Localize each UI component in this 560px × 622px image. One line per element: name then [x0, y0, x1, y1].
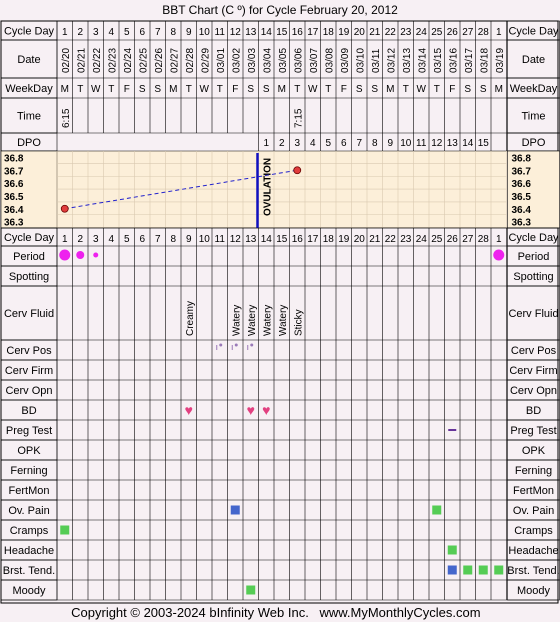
- date-label: 03/12: [386, 47, 398, 73]
- dpo-label: 11: [416, 138, 427, 149]
- weekday-label: T: [77, 84, 84, 95]
- cycle-day-number: 8: [170, 27, 177, 38]
- weekday-label: S: [154, 84, 162, 95]
- weekday-label: W: [199, 84, 209, 95]
- cycle-day-number-bottom: 11: [214, 234, 225, 245]
- bd-heart-icon: ♥: [184, 402, 193, 418]
- date-label: 03/09: [339, 47, 351, 73]
- dpo-label: 4: [309, 138, 316, 149]
- weekday-label: T: [294, 84, 301, 95]
- cycle-day-number: 1: [61, 27, 68, 38]
- dpo-label: 8: [371, 138, 378, 149]
- date-label: 02/20: [60, 47, 72, 73]
- weekday-label: T: [216, 84, 223, 95]
- cycle-day-number: 22: [384, 27, 396, 38]
- date-label: 03/14: [417, 47, 429, 73]
- cycle-day-number-bottom: 26: [446, 234, 458, 245]
- dpo-label: 5: [325, 138, 332, 149]
- row-cerv_pos-label-left: Cerv Pos: [6, 345, 52, 357]
- row-period-label-left: Period: [13, 251, 45, 263]
- cycle-day-number: 20: [353, 27, 365, 38]
- cycle-day-number-bottom: 7: [154, 234, 161, 245]
- cycle-day-number: 11: [214, 27, 225, 38]
- period-dot: [493, 250, 504, 261]
- row-opk-label-right: OPK: [521, 445, 546, 457]
- cycle-day-number: 5: [123, 27, 130, 38]
- dpo-label-right: DPO: [521, 137, 546, 149]
- weekday-label-right: WeekDay: [509, 83, 558, 95]
- row-moody-label-left: Moody: [12, 585, 46, 597]
- temp-area-background: [57, 151, 507, 228]
- date-label: 03/19: [494, 47, 506, 73]
- temp-tick-right: 36.5: [511, 191, 531, 203]
- cycle-day-number-bottom: 6: [139, 234, 146, 245]
- weekday-label: M: [494, 84, 503, 95]
- dpo-label: 6: [340, 138, 347, 149]
- cycle-day-number: 1: [495, 27, 502, 38]
- cycle-day-number-bottom: 27: [462, 234, 474, 245]
- date-label: 02/22: [91, 47, 103, 73]
- brst-tend-marker: [494, 566, 503, 575]
- dpo-label: 15: [477, 138, 489, 149]
- row-bd-label-right: BD: [525, 405, 542, 417]
- cycle-day-number: 23: [400, 27, 412, 38]
- cycle-day-number: 27: [462, 27, 474, 38]
- weekday-label: S: [247, 84, 255, 95]
- cycle-day-number-bottom: 14: [260, 234, 272, 245]
- weekday-label: F: [340, 84, 347, 95]
- date-label: 03/07: [308, 47, 320, 73]
- row-ferning-label-left: Ferning: [10, 465, 48, 477]
- row-cerv_firm-label-left: Cerv Firm: [4, 365, 54, 377]
- weekday-label: S: [262, 84, 270, 95]
- weekday-label: S: [371, 84, 379, 95]
- dpo-label: 10: [400, 138, 412, 149]
- cycle-day-number-bottom: 19: [338, 234, 350, 245]
- ov-pain-marker: [432, 506, 441, 515]
- dpo-label-left: DPO: [17, 137, 41, 149]
- cerv-fluid-text: Sticky: [293, 309, 305, 336]
- cycle-day-number: 2: [77, 27, 84, 38]
- cycle-day-number-bottom: 10: [198, 234, 210, 245]
- weekday-label: S: [138, 84, 146, 95]
- date-label: 03/18: [479, 47, 491, 73]
- cycle-day-number: 19: [338, 27, 350, 38]
- time-label: 6:15: [60, 108, 72, 128]
- cerv-pos-dot: [219, 344, 222, 347]
- cramps-marker: [60, 526, 69, 535]
- cycle-day-number: 18: [322, 27, 334, 38]
- dpo-label: 7: [356, 138, 363, 149]
- date-label: 03/11: [370, 48, 382, 73]
- row-brst_tend-label-left: Brst. Tend.: [2, 565, 56, 577]
- cycle-day-number: 25: [431, 27, 443, 38]
- cycle-day-number: 13: [245, 27, 257, 38]
- cycle-day-number-bottom: 28: [477, 234, 489, 245]
- cycle-day-number-bottom: 17: [307, 234, 319, 245]
- cycle-day-number: 10: [198, 27, 210, 38]
- cycle-day-number: 26: [446, 27, 458, 38]
- dpo-label: 1: [263, 138, 270, 149]
- weekday-label: S: [479, 84, 487, 95]
- cycle-day-label-right: Cycle Day: [508, 25, 559, 38]
- cycle-day-number-bottom: 25: [431, 234, 443, 245]
- cycle-day-number-bottom: 12: [229, 234, 241, 245]
- weekday-label: T: [433, 84, 440, 95]
- cycle-day-number-bottom: 15: [276, 234, 288, 245]
- row-preg_test-label-right: Preg Test: [510, 425, 557, 437]
- dpo-label: 2: [278, 138, 285, 149]
- row-opk-label-left: OPK: [17, 445, 41, 457]
- row-headache-label-right: Headache: [508, 545, 559, 557]
- temp-tick-left: 36.5: [4, 191, 24, 203]
- cycle-day-number-bottom: 21: [369, 234, 381, 245]
- cycle-day-number: 14: [260, 27, 272, 38]
- row-cerv_opn-label-right: Cerv Opn: [509, 385, 558, 397]
- temp-tick-right: 36.4: [511, 204, 531, 216]
- date-label: 02/26: [153, 47, 165, 73]
- row-brst_tend-label-right: Brst. Tend.: [507, 565, 560, 577]
- cycle-day-number-bottom: 3: [92, 234, 99, 245]
- cerv-pos-dot: [250, 344, 253, 347]
- weekday-label: S: [464, 84, 472, 95]
- time-label: 7:15: [293, 108, 305, 128]
- date-label: 03/01: [215, 47, 227, 73]
- date-label: 03/15: [432, 47, 444, 73]
- brst-tend-marker: [463, 566, 472, 575]
- row-cerv_pos-label-right: Cerv Pos: [510, 345, 557, 357]
- cerv-fluid-text: Watery: [277, 304, 289, 336]
- row-ferning-label-right: Ferning: [514, 465, 553, 477]
- cerv-pos-dot: [235, 344, 238, 347]
- date-label: 03/16: [448, 47, 460, 73]
- row-preg_test-label-left: Preg Test: [5, 425, 53, 437]
- row-cerv_fluid-label-left: Cerv Fluid: [3, 308, 55, 320]
- period-dot: [76, 251, 84, 259]
- weekday-label: F: [123, 84, 130, 95]
- cycle-day-number-bottom: 1: [495, 234, 502, 245]
- date-label: 02/29: [200, 47, 212, 73]
- cycle-day-number: 6: [139, 27, 146, 38]
- weekday-label: W: [308, 84, 318, 95]
- cycle-day-number: 21: [369, 27, 381, 38]
- row-bd-label-left: BD: [21, 405, 37, 417]
- cycle-day-number-bottom: 20: [353, 234, 365, 245]
- brst-tend-marker: [479, 566, 488, 575]
- date-label: 03/05: [277, 47, 289, 73]
- date-label: 02/25: [138, 47, 150, 73]
- moody-marker: [246, 586, 255, 595]
- row-moody-label-right: Moody: [516, 585, 551, 597]
- date-label: 03/06: [293, 47, 305, 73]
- cycle-day-number-bottom: 2: [77, 234, 84, 245]
- brst-tend-marker: [448, 566, 457, 575]
- temp-tick-right: 36.6: [511, 179, 531, 191]
- date-label: 03/13: [401, 47, 413, 73]
- cycle-day-number-bottom: 23: [400, 234, 412, 245]
- time-label-left: Time: [16, 110, 42, 123]
- cycle-day-bottom-label-left: Cycle Day: [3, 232, 55, 244]
- cycle-day-number: 3: [92, 27, 99, 38]
- cerv-fluid-text: Watery: [246, 304, 258, 336]
- cycle-day-number: 17: [307, 27, 319, 38]
- cycle-day-number-bottom: 16: [291, 234, 303, 245]
- weekday-label-left: WeekDay: [5, 83, 53, 95]
- weekday-label: M: [277, 84, 286, 95]
- temp-tick-left: 36.6: [4, 179, 24, 191]
- footer-site-link[interactable]: www.MyMonthlyCycles.com: [319, 605, 481, 620]
- date-label: 02/24: [122, 47, 134, 73]
- row-cerv_opn-label-left: Cerv Opn: [5, 385, 53, 397]
- cycle-day-number-bottom: 22: [384, 234, 396, 245]
- weekday-label: S: [355, 84, 363, 95]
- cycle-day-number: 4: [108, 27, 115, 38]
- weekday-label: M: [60, 84, 69, 95]
- temperature-point: [61, 205, 68, 212]
- period-dot: [59, 250, 70, 261]
- footer-copyright: Copyright © 2003-2024 bInfinity Web Inc.: [71, 605, 309, 620]
- weekday-label: F: [449, 84, 456, 95]
- weekday-label: F: [232, 84, 239, 95]
- date-label-left: Date: [17, 54, 41, 66]
- cycle-day-number-bottom: 8: [170, 234, 177, 245]
- temp-tick-left: 36.4: [4, 204, 24, 216]
- date-label: 03/03: [246, 47, 258, 73]
- cycle-day-number-bottom: 13: [245, 234, 257, 245]
- row-headache-label-left: Headache: [3, 545, 55, 557]
- date-label: 02/23: [107, 47, 119, 73]
- dpo-label: 3: [294, 138, 301, 149]
- date-label: 02/27: [169, 47, 181, 73]
- row-cramps-label-left: Cramps: [9, 525, 49, 537]
- row-cramps-label-right: Cramps: [514, 525, 553, 537]
- weekday-label: T: [402, 84, 409, 95]
- dpo-label: 9: [387, 138, 394, 149]
- cycle-day-number: 7: [154, 27, 161, 38]
- weekday-label: T: [185, 84, 192, 95]
- temp-tick-left: 36.7: [4, 166, 24, 178]
- cycle-day-number: 12: [229, 27, 241, 38]
- period-dot: [93, 253, 98, 258]
- cycle-day-number-bottom: 1: [61, 234, 68, 245]
- cerv-fluid-text: Creamy: [184, 300, 196, 336]
- cerv-fluid-text: Watery: [231, 304, 243, 336]
- weekday-label: M: [386, 84, 395, 95]
- cerv-fluid-text: Watery: [262, 304, 274, 336]
- row-cerv_firm-label-right: Cerv Firm: [509, 365, 558, 377]
- weekday-label: T: [325, 84, 332, 95]
- headache-marker: [448, 546, 457, 555]
- date-label: 03/17: [463, 47, 475, 73]
- date-label: 03/04: [262, 47, 274, 73]
- bd-heart-icon: ♥: [246, 402, 255, 418]
- temperature-point: [294, 167, 301, 174]
- temp-tick-right: 36.7: [511, 166, 531, 178]
- cycle-day-number-bottom: 9: [185, 234, 192, 245]
- weekday-label: M: [169, 84, 178, 95]
- chart-title: BBT Chart (C º) for Cycle February 20, 2012: [162, 3, 398, 17]
- cycle-day-number: 28: [477, 27, 489, 38]
- cycle-day-number: 15: [276, 27, 288, 38]
- weekday-label: W: [416, 84, 426, 95]
- temp-tick-left: 36.8: [4, 153, 24, 165]
- row-ov_pain-label-left: Ov. Pain: [8, 505, 50, 517]
- temp-tick-right: 36.3: [511, 217, 531, 229]
- temp-tick-left: 36.3: [4, 217, 24, 229]
- time-label-right: Time: [521, 110, 546, 123]
- row-ov_pain-label-right: Ov. Pain: [512, 505, 555, 517]
- ov-pain-marker: [231, 506, 240, 515]
- date-label: 03/02: [231, 47, 243, 73]
- dpo-label: 12: [431, 138, 443, 149]
- cycle-day-label-left: Cycle Day: [3, 25, 55, 38]
- row-fertmon-label-left: FertMon: [8, 485, 50, 497]
- cycle-day-number-bottom: 4: [108, 234, 115, 245]
- cycle-day-bottom-label-right: Cycle Day: [508, 232, 559, 244]
- row-fertmon-label-right: FertMon: [513, 485, 554, 497]
- date-label-right: Date: [521, 54, 546, 66]
- row-spotting-label-left: Spotting: [8, 271, 50, 283]
- weekday-label: T: [108, 84, 115, 95]
- date-label: 03/10: [355, 47, 367, 73]
- cycle-day-number-bottom: 5: [123, 234, 130, 245]
- cycle-day-number-bottom: 24: [415, 234, 427, 245]
- cycle-day-number-bottom: 18: [322, 234, 334, 245]
- date-label: 02/21: [76, 47, 88, 73]
- row-period-label-right: Period: [517, 251, 550, 263]
- date-label: 02/28: [184, 47, 196, 73]
- dpo-label: 14: [462, 138, 474, 149]
- bd-heart-icon: ♥: [262, 402, 271, 418]
- date-label: 03/08: [324, 47, 336, 73]
- weekday-label: W: [91, 84, 101, 95]
- row-cerv_fluid-label-right: Cerv Fluid: [508, 308, 559, 320]
- cycle-day-number: 9: [185, 27, 192, 38]
- dpo-label: 13: [446, 138, 458, 149]
- cycle-day-number: 16: [291, 27, 303, 38]
- ovulation-label: OVULATION: [262, 157, 274, 216]
- row-spotting-label-right: Spotting: [513, 271, 554, 283]
- cycle-day-number: 24: [415, 27, 427, 38]
- temp-tick-right: 36.8: [511, 153, 531, 165]
